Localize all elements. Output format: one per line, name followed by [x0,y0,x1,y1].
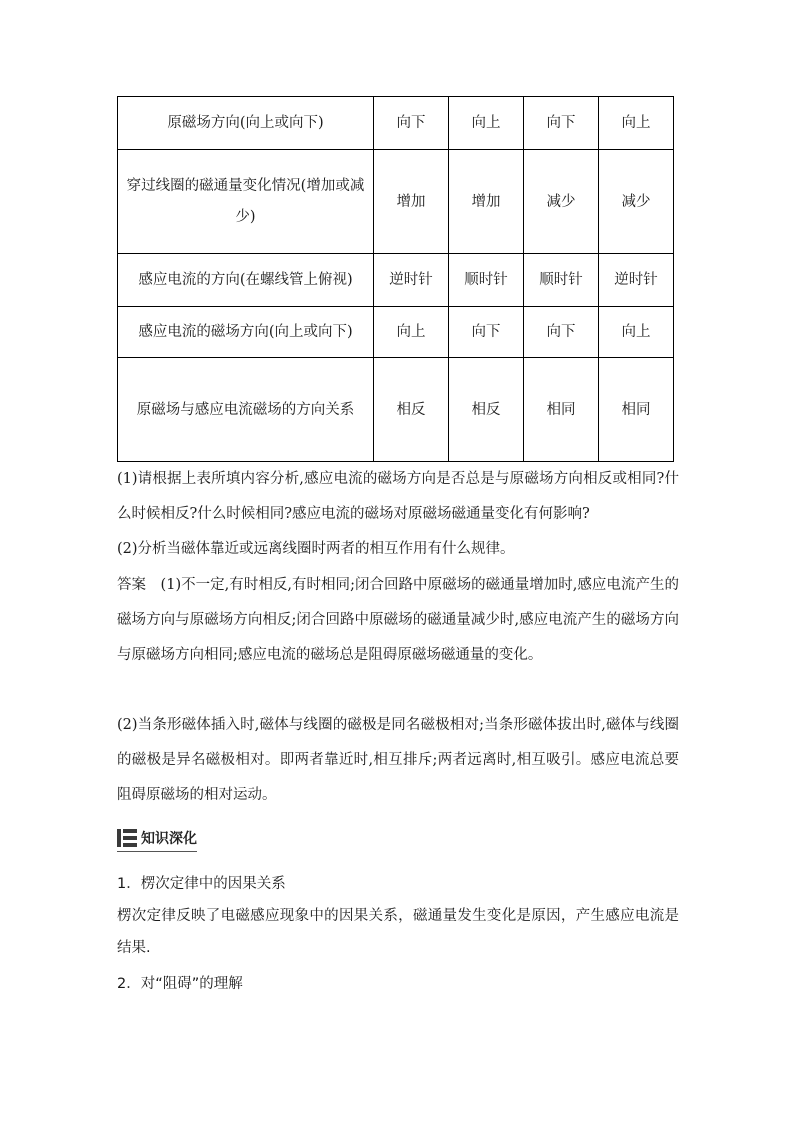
experiment-table [117,96,674,462]
table-cell: 向下 [524,97,599,150]
table-cell: 向上 [599,97,674,150]
question-2: (2)分析当磁体靠近或远离线圈时两者的相互作用有什么规律。 [117,541,515,557]
table-cell: 向上 [374,307,449,358]
table-row [118,307,674,358]
table-cell: 向下 [524,307,599,358]
row-label: 原磁场与感应电流磁场的方向关系 [118,358,374,462]
question-1: (1)请根据上表所填内容分析,感应电流的磁场方向是否总是与原磁场方向相反或相同?什么时候相反?什么时候相同?感应电流的磁场对原磁场磁通量变化有何影响? [117,471,679,522]
point-1-body: 楞次定律反映了电磁感应现象中的因果关系，磁通量发生变化是原因，产生感应电流是结果. [117,908,679,956]
table-cell: 增加 [374,150,449,254]
table-cell: 顺时针 [524,254,599,307]
row-label: 感应电流的磁场方向(向上或向下) [118,307,374,358]
table-cell: 向上 [449,97,524,150]
row-label: 原磁场方向(向上或向下) [118,97,374,150]
table-cell: 减少 [599,150,674,254]
table-cell: 相反 [374,358,449,462]
answer-2: (2)当条形磁体插入时,磁体与线圈的磁极是同名磁极相对;当条形磁体拔出时,磁体与线圈的磁极是异名磁极相对。即两者靠近时,相互排斥;两者远离时,相互吸引。感应电流总要阻碍原磁场的相对运动。 [117,717,679,803]
table-cell: 顺时针 [449,254,524,307]
table-cell: 逆时针 [374,254,449,307]
table-row [118,150,674,254]
point-2-title: 2．对“阻碍”的理解 [117,976,243,992]
table-cell: 相同 [524,358,599,462]
row-label: 穿过线圈的磁通量变化情况(增加或减少) [118,150,374,254]
table-row [118,254,674,307]
section-underline [117,851,197,852]
row-label: 感应电流的方向(在螺线管上俯视) [118,254,374,307]
table-cell: 相同 [599,358,674,462]
table-cell: 减少 [524,150,599,254]
table-cell: 向上 [599,307,674,358]
section-heading [117,827,197,849]
table-row [118,358,674,462]
table-cell: 向下 [374,97,449,150]
answer-1: 答案 (1)不一定,有时相反,有时相同;闭合回路中原磁场的磁通量增加时,感应电流产生的磁场方向与原磁场方向相反;闭合回路中原磁场的磁通量减少时,感应电流产生的磁场方向与原磁场方向相同;感应电流的磁场总是阻碍原磁场磁通量的变化。 [117,577,679,663]
table-cell: 向下 [449,307,524,358]
table-cell: 逆时针 [599,254,674,307]
section-title: 知识深化 [141,831,197,847]
table-cell: 增加 [449,150,524,254]
table-cell: 相反 [449,358,524,462]
section-heading-icon [117,829,137,847]
table-row [118,97,674,150]
point-1-title: 1．楞次定律中的因果关系 [117,876,286,892]
